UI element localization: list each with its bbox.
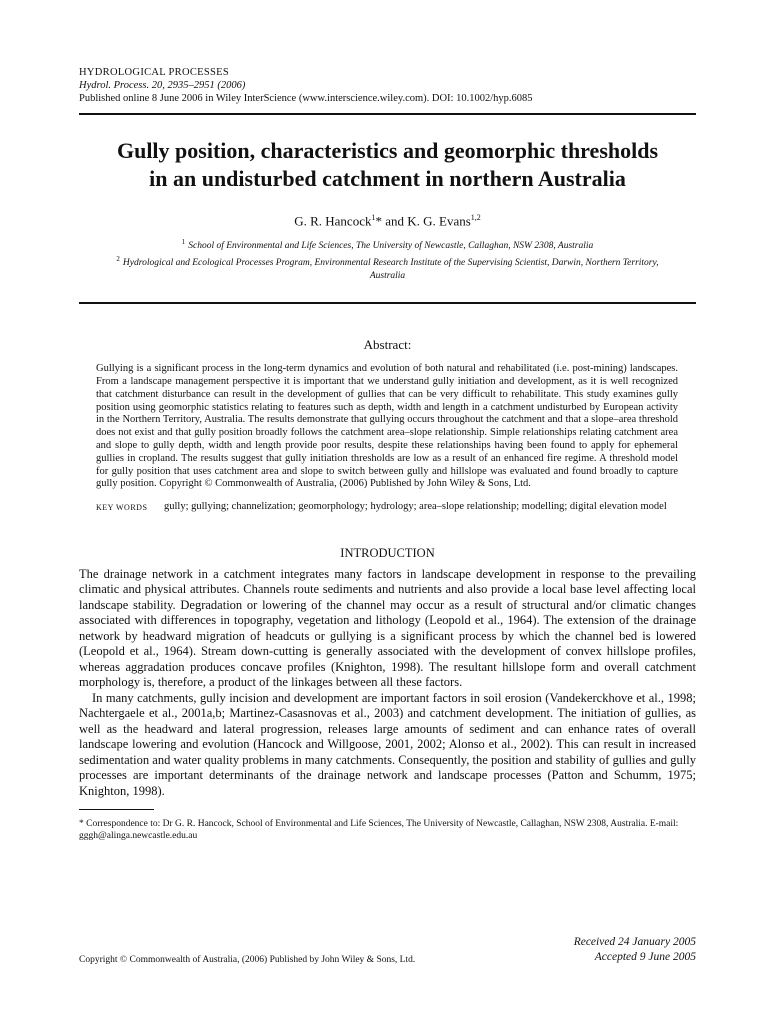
footer-inner [79,935,696,965]
copyright-notice: Copyright © Commonwealth of Australia, (2006) Published by John Wiley & Sons, Ltd. [79,955,416,965]
author-list [79,213,696,229]
abstract-heading: Abstract: [363,337,412,353]
author-1: G. R. Hancock [294,213,372,229]
author-1-affil: 1 [371,213,376,222]
footnote-rule [79,809,154,810]
author-2: K. G. Evans [407,213,471,229]
paragraph-1: The drainage network in a catchment integrates many factors in landscape development in response to the prevailing climatic and physical attributes. Channels route sediments and nutrients and also provide a local base level affecting local landscape stability. Degradation or lowering of the channel may occur as a result of structural and/or climatic changes associated with differences in topography, vegetation and lithology (Leopold et al., 1964). The extension of the drainage network by headward migration of headcuts or gullying is a significant process by which the channel bed is lowered (Leopold et al., 1964). Stream down-cutting is generally associated with the development of convex hillslope profiles, whereas aggradation produces concave profiles (Knighton, 1998). The resultant hillslope form and overall catchment morphology is, therefore, a product of the linkages between all these factors. [79,566,696,690]
author-2-affil: 1,2 [470,213,481,222]
section-heading-introduction: INTRODUCTION [340,545,435,560]
body-text [79,567,696,800]
journal-header [79,66,696,105]
affiliation-1-text: School of Environmental and Life Sciences, The University of Newcastle, Callaghan, NSW 2308, Australia [188,241,594,252]
received-date: Received 24 January 2005 [573,936,696,948]
affiliation-1-number: 1 [181,238,186,247]
header-rule [79,113,696,115]
affiliation-1 [79,236,696,253]
keywords-label: KEY WORDS [96,503,148,513]
correspondence-mark: * [375,213,382,229]
affiliation-2-text: Hydrological and Ecological Processes Program, Environmental Research Institute of the Supervising Scientist, Darwin, Northern Territory, Australia [122,258,659,281]
affiliation-2-number: 2 [116,254,120,263]
publication-info: Published online 8 June 2006 in Wiley InterScience (www.interscience.wiley.com). DOI: 10.1002/hyp.6085 [79,93,533,104]
paper-title [79,137,696,193]
journal-citation: Hydrol. Process. 20, 2935–2951 (2006) [79,80,246,91]
correspondence-footnote: * Correspondence to: Dr G. R. Hancock, School of Environmental and Life Sciences, The University of Newcastle, Callaghan, NSW 2308, Australia. E-mail: gggh@alinga.newcastle.edu.au [79,819,679,842]
author-conjunction: and [381,213,408,229]
affiliations [79,236,696,282]
keywords [96,501,678,515]
affiliation-2 [79,253,696,282]
accepted-date: Accepted 9 June 2005 [594,951,696,963]
abstract-text: Gullying is a significant process in the long-term dynamics and evolution of both natural and rehabilitated (i.e. post-mining) landscapes. From a landscape management perspective it is important that we understand gully initiation and development, as it is well recognized that catchment disturbance can result in the development of gullies that can be very difficult to rehabilitate. This study examines gully position using geomorphic statistics relating to features such as depth, width and length in a catchment undisturbed by European activity in the Northern Territory, Australia. The results demonstrate that gullying occurs throughout the catchment and that a slope–area threshold does not exist and that gully position broadly follows the catchment area–slope relationship. Simple relationships relating catchment area and slope to gully depth, width and length provide poor results, despite these relationships having been found to apply for ephemeral gullies in cropland. The results suggest that gully initiation thresholds are low as a result of an enhanced fire regime. A threshold model for gully position that uses catchment area and slope to switch between gully and hillslope was evaluated and found broadly to capture gully position. Copyright © Commonwealth of Australia, (2006) Published by John Wiley & Sons, Ltd. [96,363,678,490]
title-line-1: Gully position, characteristics and geomorphic thresholds [116,138,659,163]
keywords-text: gully; gullying; channelization; geomorphology; hydrology; area–slope relationship; modelling; digital elevation model [164,501,667,513]
page-footer [79,935,696,965]
title-block-rule [79,302,696,304]
title-line-2: in an undisturbed catchment in northern Australia [149,166,626,191]
journal-name: HYDROLOGICAL PROCESSES [79,67,230,78]
paragraph-2: In many catchments, gully incision and development are important factors in soil erosion (Vandekerckhove et al., 1998; Nachtergaele et al., 2001a,b; Martinez-Casasnovas et al., 2003) and catchment development. The initiation of gullies, as well as the headward and lateral progression, releases large amounts of sediment and can enhance rates of overall landscape lowering and evolution (Hancock and Willgoose, 2001, 2002; Alonso et al., 2002). This can result in increased sedimentation and water quality problems in many catchments. Consequently, the position and stability of gullies and gully processes are important determinants of the drainage network and landscape processes (Patton and Schumm, 1975; Knighton, 1998). [79,690,696,798]
